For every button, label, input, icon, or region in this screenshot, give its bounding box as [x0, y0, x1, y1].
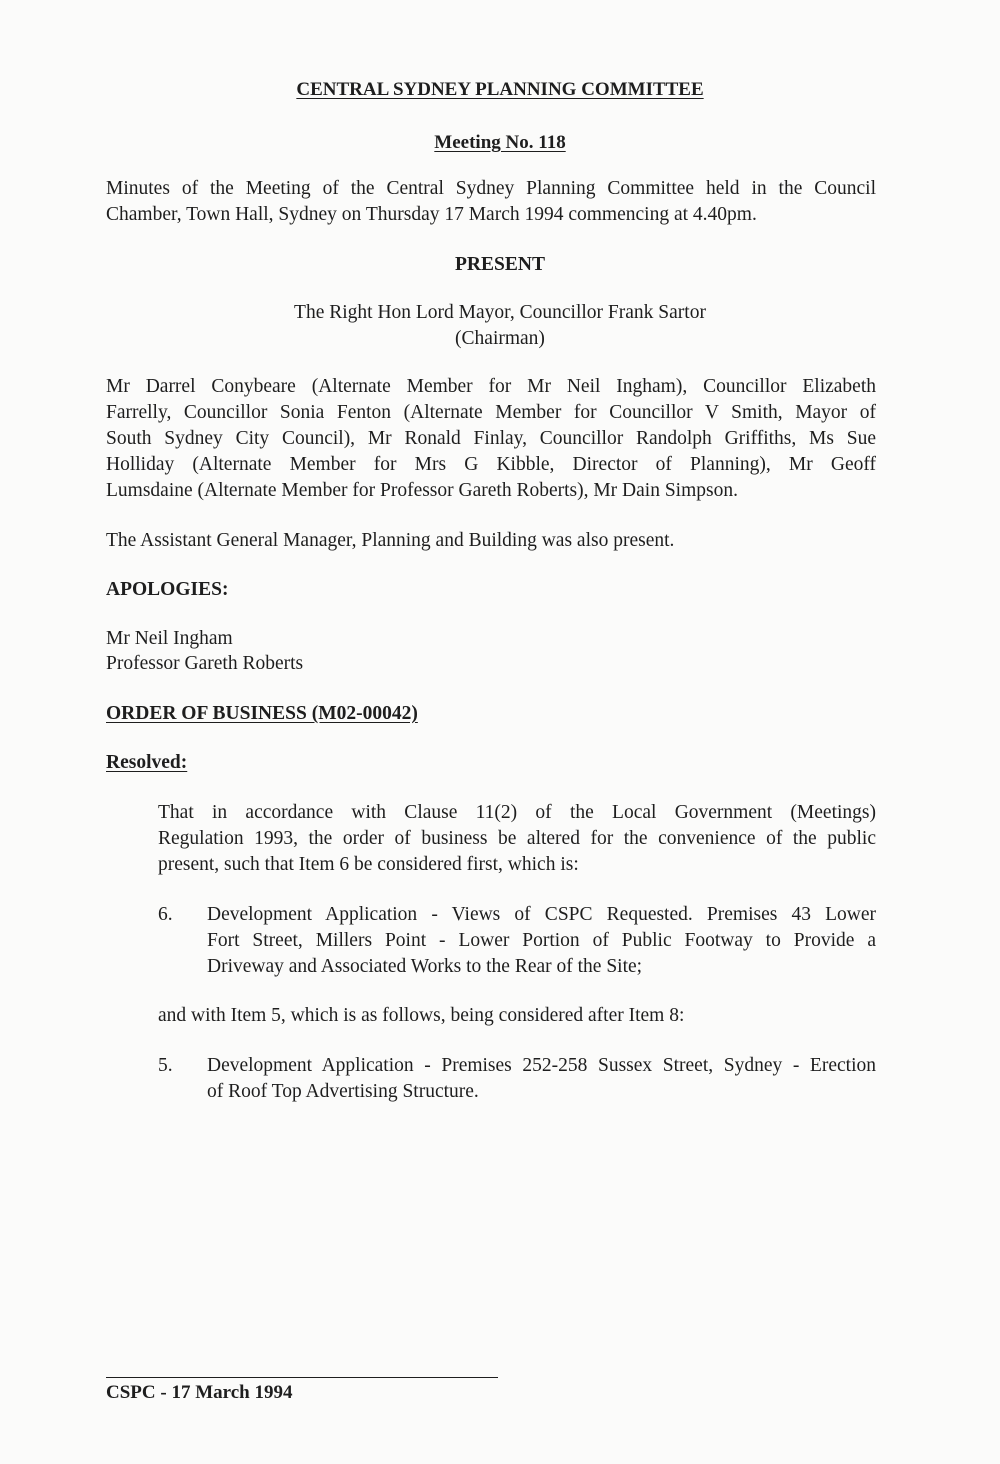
members-line-1: Mr Darrel Conybeare (Alternate Member for Mr Neil Ingham), Councillor Elizabeth [106, 376, 876, 397]
members-line-4: Holliday (Alternate Member for Mrs G Kibble, Director of Planning), Mr Geoff [106, 454, 876, 475]
footer-rule [106, 1377, 498, 1378]
resolved-label: Resolved: [106, 752, 188, 773]
members-line-2: Farrelly, Councillor Sonia Fenton (Alternate Member for Councillor V Smith, Mayor of [106, 402, 876, 423]
item-6-line-1: Development Application - Views of CSPC Requested. Premises 43 Lower [207, 904, 876, 925]
apologies-heading: APOLOGIES: [106, 579, 229, 600]
apology-name-1: Mr Neil Ingham [106, 628, 233, 649]
item-5-number: 5. [158, 1055, 173, 1076]
item-5-line-1: Development Application - Premises 252-258 Sussex Street, Sydney - Erection [207, 1055, 876, 1076]
order-of-business-heading: ORDER OF BUSINESS (M02-00042) [106, 703, 418, 724]
footer-label: CSPC - 17 March 1994 [106, 1382, 293, 1403]
present-heading: PRESENT [455, 254, 545, 275]
item-5-line-2: of Roof Top Advertising Structure. [207, 1081, 479, 1102]
and-with-line: and with Item 5, which is as follows, being considered after Item 8: [158, 1005, 685, 1026]
committee-title: CENTRAL SYDNEY PLANNING COMMITTEE [296, 79, 704, 100]
resolution-line-1: That in accordance with Clause 11(2) of the Local Government (Meetings) [158, 802, 876, 823]
chair-line-2: (Chairman) [455, 328, 545, 349]
meeting-number: Meeting No. 118 [434, 132, 566, 153]
also-present: The Assistant General Manager, Planning and Building was also present. [106, 530, 675, 551]
intro-line-2: Chamber, Town Hall, Sydney on Thursday 17 March 1994 commencing at 4.40pm. [106, 204, 757, 225]
item-6-line-3: Driveway and Associated Works to the Rear of the Site; [207, 956, 643, 977]
members-line-5: Lumsdaine (Alternate Member for Professor Gareth Roberts), Mr Dain Simpson. [106, 480, 738, 501]
item-6-number: 6. [158, 904, 173, 925]
resolution-line-2: Regulation 1993, the order of business be altered for the convenience of the public [158, 828, 876, 849]
resolution-line-3: present, such that Item 6 be considered first, which is: [158, 854, 579, 875]
intro-line-1: Minutes of the Meeting of the Central Sydney Planning Committee held in the Council [106, 178, 876, 199]
apology-name-2: Professor Gareth Roberts [106, 653, 304, 674]
item-6-line-2: Fort Street, Millers Point - Lower Portion of Public Footway to Provide a [207, 930, 876, 951]
members-line-3: South Sydney City Council), Mr Ronald Finlay, Councillor Randolph Griffiths, Ms Sue [106, 428, 876, 449]
chair-line-1: The Right Hon Lord Mayor, Councillor Frank Sartor [294, 302, 706, 323]
